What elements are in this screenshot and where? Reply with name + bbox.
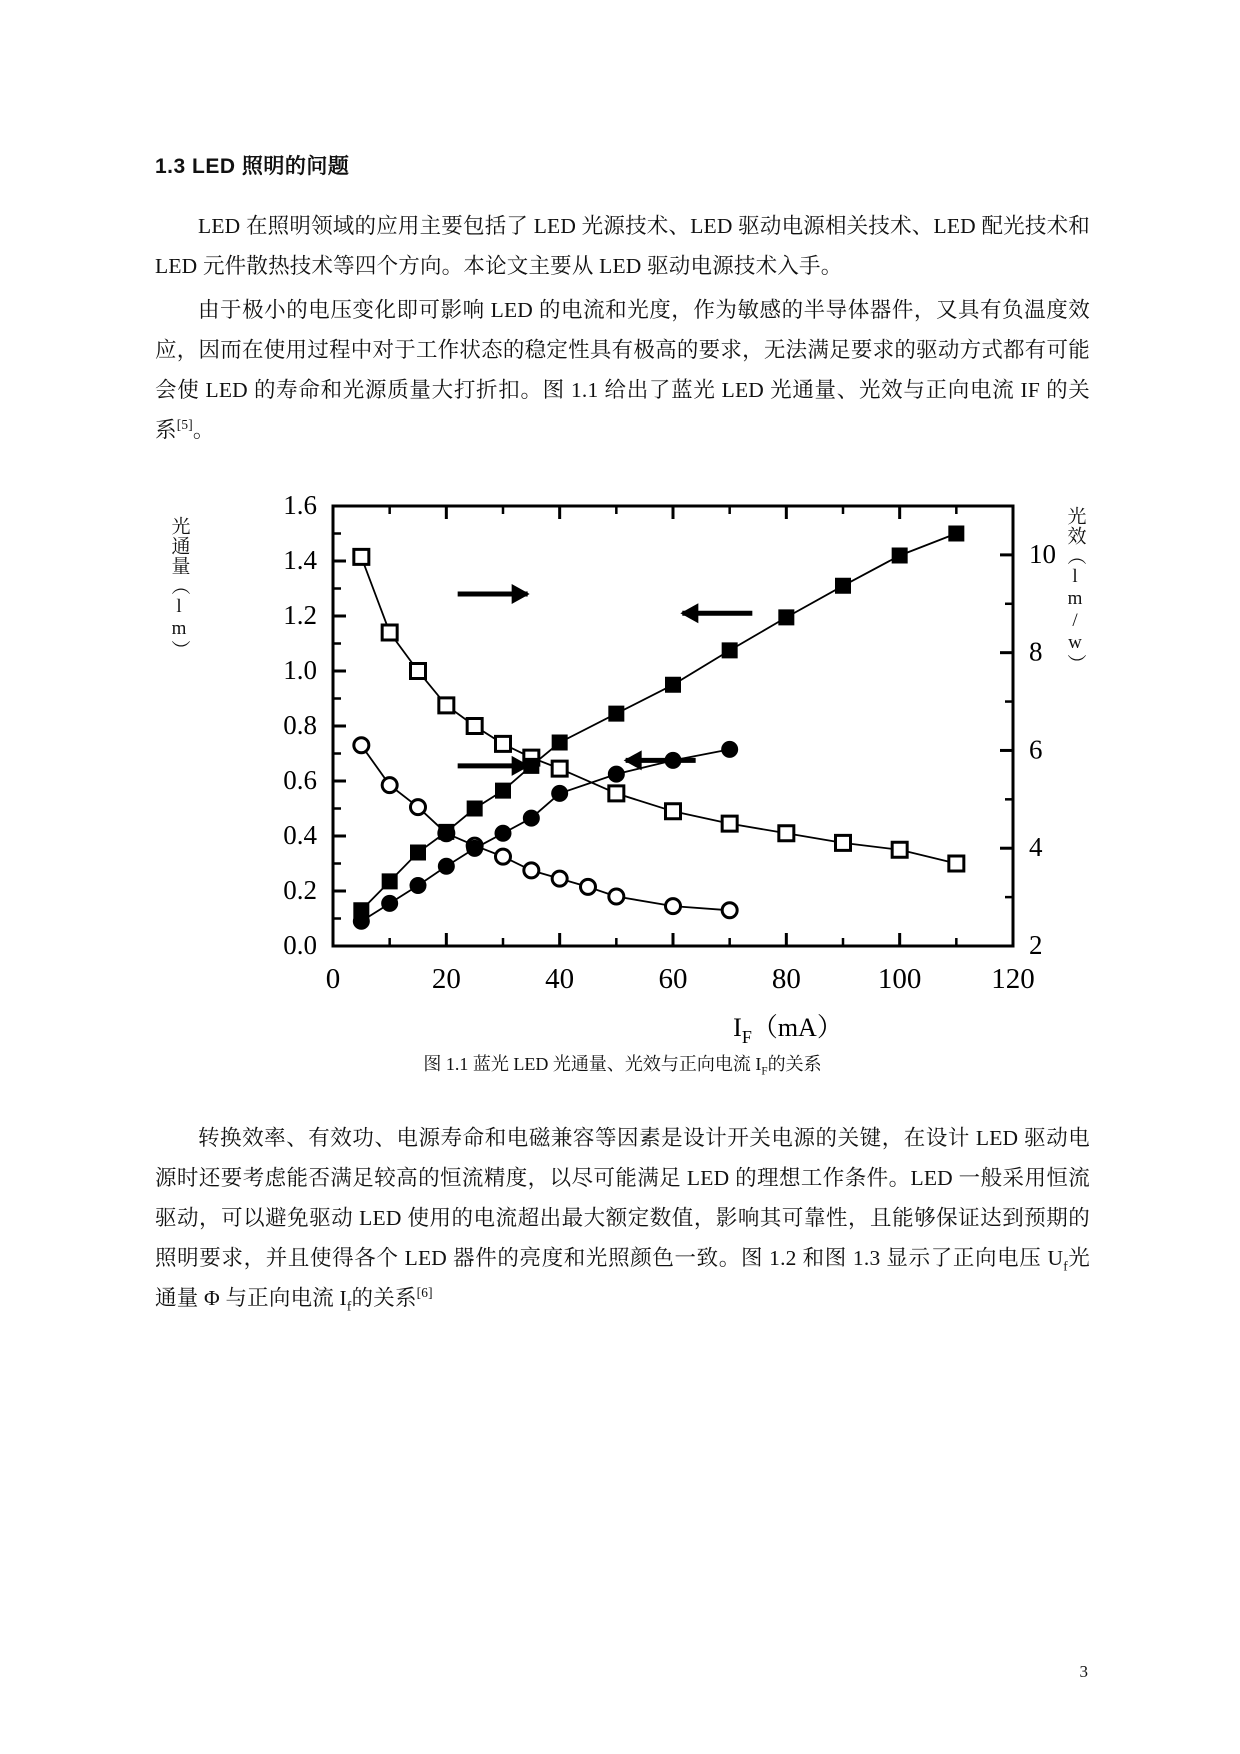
- x-tick-label: 20: [431, 963, 461, 995]
- figure-caption: [155, 1050, 1090, 1078]
- marker-filled-circle: [722, 742, 737, 757]
- y-right-tick-label: 2: [1028, 930, 1042, 960]
- arrow-to-right-axis-open-square-head: [511, 584, 529, 604]
- x-tick-label: 40: [544, 963, 574, 995]
- paragraph-3-c: 的关系: [351, 1286, 417, 1310]
- y-right-tick-label: 4: [1028, 832, 1042, 863]
- y-left-tick-label: 0.2: [282, 875, 317, 905]
- marker-open-square: [948, 856, 963, 871]
- figure-caption-post: 的关系: [767, 1054, 822, 1074]
- marker-open-square: [552, 761, 567, 776]
- marker-filled-circle: [467, 841, 482, 856]
- marker-open-circle: [410, 800, 425, 815]
- marker-filled-square: [467, 802, 481, 816]
- left-axis-title: 光通量（lm）: [168, 516, 190, 660]
- marker-open-square: [835, 835, 850, 850]
- led-flux-efficacy-chart: [158, 476, 1088, 1047]
- marker-filled-circle: [382, 896, 397, 911]
- marker-filled-square: [439, 825, 453, 839]
- figure-1-1: [155, 476, 1090, 1078]
- y-right-tick-label: 10: [1028, 538, 1056, 569]
- marker-filled-square: [496, 784, 510, 798]
- marker-filled-square: [552, 736, 566, 750]
- y-right-tick-label: 8: [1028, 636, 1042, 667]
- marker-open-square: [892, 842, 907, 857]
- marker-filled-circle: [608, 767, 623, 782]
- arrow-to-left-axis-filled-circle-head: [623, 750, 641, 770]
- x-tick-label: 0: [325, 963, 340, 995]
- marker-filled-square: [779, 610, 793, 624]
- marker-filled-square: [411, 846, 425, 860]
- y-right-tick-label: 6: [1028, 734, 1042, 765]
- marker-open-circle: [353, 738, 368, 753]
- marker-open-square: [438, 698, 453, 713]
- figure-caption-pre: 图 1.1 蓝光 LED 光通量、光效与正向电流 I: [423, 1054, 762, 1074]
- marker-filled-circle: [438, 859, 453, 874]
- marker-filled-square: [892, 549, 906, 563]
- y-left-tick-label: 0.4: [282, 820, 317, 850]
- paragraph-3: [155, 1118, 1090, 1318]
- right-axis-title: 光效（lm/w）: [1064, 506, 1086, 674]
- series-line-3: [361, 749, 729, 921]
- marker-open-square: [608, 786, 623, 801]
- marker-filled-circle: [410, 878, 425, 893]
- marker-filled-square: [836, 579, 850, 593]
- y-left-tick-label: 0.0: [282, 930, 317, 960]
- citation-ref-5: [5]: [176, 416, 193, 432]
- paragraph-3-sub-uf: f: [1063, 1258, 1068, 1274]
- paragraph-2: [155, 290, 1090, 450]
- y-left-tick-label: 1.0: [282, 655, 317, 685]
- x-tick-label: 80: [771, 963, 801, 995]
- marker-open-square: [353, 549, 368, 564]
- marker-filled-square: [382, 874, 396, 888]
- x-tick-label: 120: [990, 963, 1035, 995]
- marker-open-square: [778, 826, 793, 841]
- y-left-tick-label: 1.4: [282, 545, 317, 575]
- marker-open-square: [467, 719, 482, 734]
- marker-open-circle: [382, 778, 397, 793]
- marker-filled-circle: [523, 811, 538, 826]
- paragraph-3-b: 光通量 Φ 与正向电流 I: [155, 1246, 1090, 1310]
- figure-caption-sub: F: [761, 1065, 768, 1078]
- marker-filled-circle: [552, 786, 567, 801]
- marker-open-circle: [665, 899, 680, 914]
- marker-open-circle: [523, 863, 538, 878]
- marker-open-square: [495, 736, 510, 751]
- y-left-tick-label: 1.6: [282, 490, 317, 520]
- marker-filled-square: [666, 678, 680, 692]
- x-tick-label: 100: [877, 963, 921, 995]
- figure-text-spacer: [155, 1078, 1090, 1118]
- marker-open-square: [382, 625, 397, 640]
- paragraph-2-text: 由于极小的电压变化即可影响 LED 的电流和光度，作为敏感的半导体器件，又具有负温度效应，因而在使用过程中对于工作状态的稳定性具有极高的要求，无法满足要求的驱动方式都有可能会使 LED 的寿命和光源质量大打折扣。图 1.1 给出了蓝光 LED 光通量、光效与正向电流 IF 的关系: [155, 298, 1090, 442]
- marker-open-square: [665, 804, 680, 819]
- section-heading: 1.3 LED 照明的问题: [155, 155, 350, 178]
- series-line-2: [361, 534, 956, 911]
- arrow-to-left-axis-filled-square-head: [680, 603, 698, 623]
- paragraph-2-tail: 。: [192, 418, 215, 442]
- paragraph-3-sub-if: f: [346, 1298, 352, 1314]
- marker-filled-square: [949, 527, 963, 541]
- chart-container: [158, 476, 1088, 1047]
- paragraph-3-a: 转换效率、有效功、电源寿命和电磁兼容等因素是设计开关电源的关键，在设计 LED 驱动电源时还要考虑能否满足较高的恒流精度，以尽可能满足 LED 的理想工作条件。LED 一般采用恒流驱动，可以避免驱动 LED 使用的电流超出最大额定数值，影响其可靠性，且能够保证达到预期的照明要求，并且使得各个 LED 器件的亮度和光照颜色一致。图 1.2 和图 1.3 显示了正向电压 U: [155, 1126, 1090, 1270]
- marker-filled-square: [609, 707, 623, 721]
- x-tick-label: 60: [658, 963, 687, 995]
- y-left-tick-label: 0.6: [282, 765, 317, 795]
- plot-frame: [333, 506, 1013, 946]
- marker-filled-square: [722, 643, 736, 657]
- paragraph-1: LED 在照明领域的应用主要包括了 LED 光源技术、LED 驱动电源相关技术、LED 配光技术和 LED 元件散热技术等四个方向。本论文主要从 LED 驱动电源技术入手。: [155, 214, 1090, 278]
- marker-filled-circle: [495, 826, 510, 841]
- page-number: 3: [1079, 1662, 1088, 1681]
- citation-ref-6: [6]: [416, 1284, 433, 1300]
- y-left-tick-label: 1.2: [282, 600, 317, 630]
- marker-open-square: [410, 664, 425, 679]
- marker-open-circle: [552, 871, 567, 886]
- x-axis-title: $I_F(mA)$: [732, 1013, 843, 1047]
- marker-open-circle: [608, 889, 623, 904]
- marker-open-circle: [722, 903, 737, 918]
- marker-open-circle: [580, 879, 595, 894]
- marker-open-square: [722, 816, 737, 831]
- marker-open-circle: [495, 849, 510, 864]
- y-left-tick-label: 0.8: [282, 710, 317, 740]
- marker-filled-circle: [353, 914, 368, 929]
